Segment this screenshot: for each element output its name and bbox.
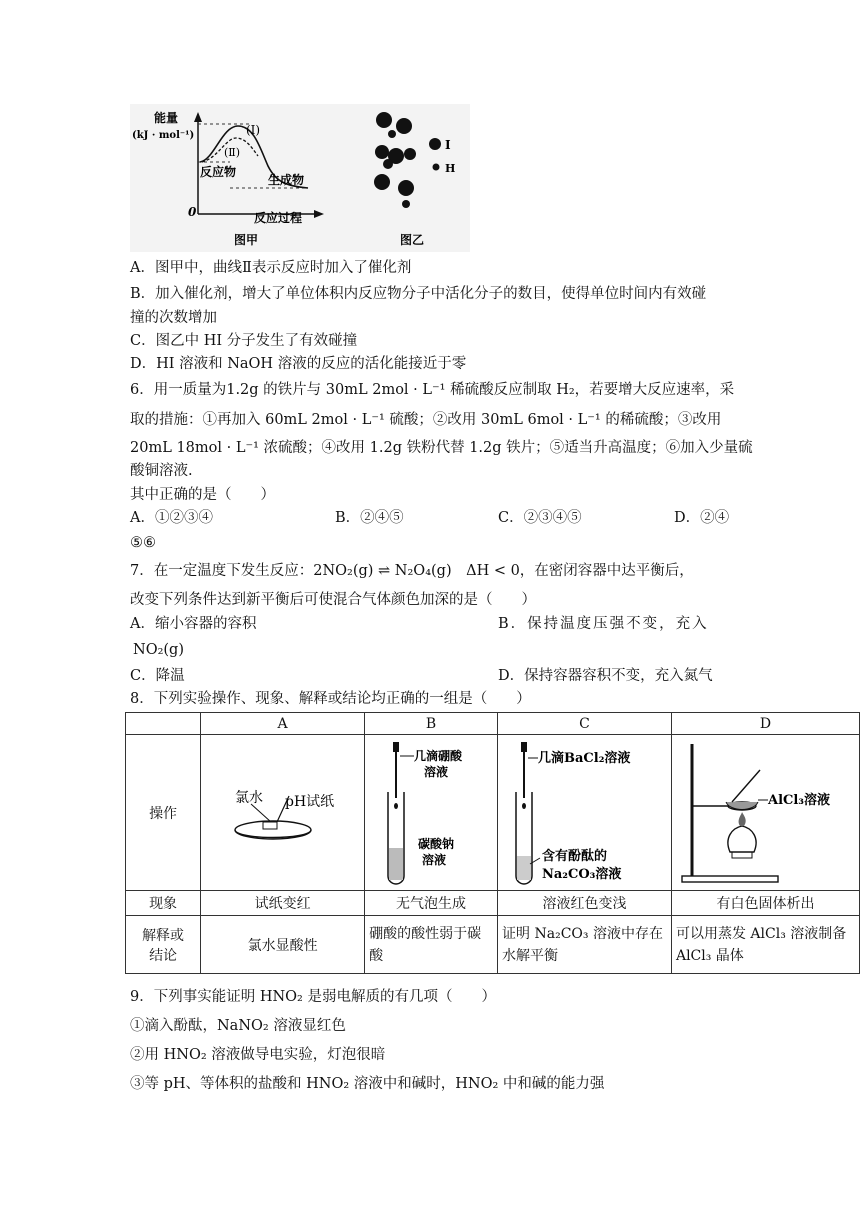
row-label-phenomenon: 现象	[126, 891, 201, 916]
q7-option-b: B．保持温度压强不变，充入	[498, 616, 709, 632]
reactant-label: 反应物	[200, 165, 237, 179]
q9-item-2: ②用 HNO₂ 溶液做导电实验，灯泡很暗	[130, 1047, 386, 1063]
curve-2-label: (Ⅱ)	[224, 146, 241, 159]
cell-b-operation	[365, 735, 498, 891]
label-ph-paper: pH试纸	[284, 793, 334, 810]
label-boric-2: 溶液	[424, 764, 449, 779]
q8-stem: 8．下列实验操作、现象、解释或结论均正确的一组是（ ）	[130, 691, 531, 707]
q5-option-a: A．图甲中，曲线Ⅱ表示反应时加入了催化剂	[130, 260, 412, 276]
q9-stem: 9．下列事实能证明 HNO₂ 是弱电解质的有几项（ ）	[130, 989, 496, 1005]
q6-line2: 取的措施：①再加入 60mL 2mol · L⁻¹ 硫酸；②改用 30mL 6mol · L⁻¹ 的稀硫酸；③改用	[130, 412, 722, 428]
product-label: 生成物	[268, 173, 305, 187]
cell-d-operation	[671, 735, 859, 891]
q6-line5: 其中正确的是（ ）	[130, 487, 275, 503]
conclusion-a: 氯水显酸性	[201, 916, 365, 974]
phenomenon-d: 有白色固体析出	[671, 891, 859, 916]
q6-line4: 酸铜溶液.	[130, 463, 193, 479]
q6-line3: 20mL 18mol · L⁻¹ 浓硫酸；④改用 1.2g 铁粉代替 1.2g 铁片；⑤适当升高温度；⑥加入少量硫	[130, 440, 753, 456]
label-alcl3: AlCl₃溶液	[768, 792, 831, 808]
experiment-table	[125, 712, 860, 974]
conclusion-c: 证明 Na₂CO₃ 溶液中存在水解平衡	[498, 916, 672, 974]
phenomenon-b: 无气泡生成	[365, 891, 498, 916]
energy-label: 能量	[154, 111, 179, 125]
q7-line2: 改变下列条件达到新平衡后可使混合气体颜色加深的是（ ）	[130, 592, 536, 608]
conclusion-b: 硼酸的酸性弱于碳酸	[365, 916, 498, 974]
q6-option-d-cont: ⑤⑥	[130, 535, 156, 551]
caption-a: 图甲	[234, 233, 259, 247]
q6-option-b: B．②④⑤	[335, 510, 404, 526]
q7-line1: 7．在一定温度下发生反应：2NO₂(g) ⇌ N₂O₄(g) ΔH < 0，在密闭容器中达平衡后，	[130, 563, 694, 579]
q7-option-b-cont: NO₂(g)	[133, 642, 184, 658]
unit-label: (kJ · mol⁻¹)	[132, 130, 195, 141]
label-carbonate-2: 溶液	[422, 852, 447, 867]
table-row-conclusion	[126, 916, 860, 974]
q6-option-c: C．②③④⑤	[498, 510, 582, 526]
figure-svg	[130, 104, 470, 252]
boric-acid-diagram	[366, 736, 496, 886]
header-blank	[126, 713, 201, 735]
cell-c-operation	[498, 735, 672, 891]
header-b: B	[365, 713, 498, 735]
label-carbonate-1: 碳酸钠	[418, 836, 455, 851]
legend-i: I	[445, 138, 451, 152]
molecule-diagram	[374, 112, 441, 208]
label-phenolphthalein: 含有酚酞的	[541, 848, 607, 864]
header-d: D	[671, 713, 859, 735]
label-bacl2: 几滴BaCl₂溶液	[537, 750, 630, 766]
q5-option-d: D．HI 溶液和 NaOH 溶液的反应的活化能接近于零	[130, 356, 467, 372]
label-boric-1: 几滴硼酸	[414, 748, 463, 763]
q6-option-d: D．②④	[674, 510, 730, 526]
q5-option-b-line1: B．加入催化剂，增大了单位体积内反应物分子中活化分子的数目，使得单位时间内有效碰	[130, 286, 707, 302]
table-row-operation	[126, 735, 860, 891]
header-c: C	[498, 713, 672, 735]
curve-1-label: (Ⅰ)	[246, 123, 261, 137]
table-header-row	[126, 713, 860, 735]
q7-option-a: A．缩小容器的容积	[130, 616, 257, 632]
q9-item-1: ①滴入酚酞，NaNO₂ 溶液显红色	[130, 1018, 346, 1034]
q6-option-a: A．①②③④	[130, 510, 213, 526]
energy-figure	[130, 104, 470, 252]
cell-a-operation	[201, 735, 365, 891]
q7-option-c: C．降温	[130, 668, 185, 684]
row-label-operation: 操作	[126, 735, 201, 891]
origin-label: 0	[188, 205, 197, 219]
ph-paper-diagram	[203, 736, 363, 886]
q5-option-c: C．图乙中 HI 分子发生了有效碰撞	[130, 333, 358, 349]
q5-option-b-line2: 撞的次数增加	[130, 310, 217, 326]
q9-item-3: ③等 pH、等体积的盐酸和 HNO₂ 溶液中和碱时，HNO₂ 中和碱的能力强	[130, 1076, 605, 1092]
label-chlorine-water: 氯水	[234, 789, 263, 806]
caption-b: 图乙	[400, 233, 425, 247]
y-arrow	[194, 112, 202, 122]
phenomenon-c: 溶液红色变浅	[498, 891, 672, 916]
phenomenon-a: 试纸变红	[201, 891, 365, 916]
x-axis-label: 反应过程	[254, 211, 303, 225]
conclusion-d: 可以用蒸发 AlCl₃ 溶液制备 AlCl₃ 晶体	[671, 916, 859, 974]
x-arrow	[314, 210, 324, 218]
row-label-conclusion	[126, 916, 201, 974]
bacl2-diagram	[500, 736, 670, 886]
table-row-phenomenon	[126, 891, 860, 916]
q6-line1: 6．用一质量为1.2g 的铁片与 30mL 2mol · L⁻¹ 稀硫酸反应制取 H₂，若要增大反应速率，采	[130, 382, 735, 398]
legend-h: H	[445, 162, 456, 175]
row-label-conclusion-2: 结论	[149, 947, 178, 964]
label-na2co3: Na₂CO₃溶液	[541, 866, 621, 882]
evaporation-diagram	[672, 736, 858, 886]
header-a: A	[201, 713, 365, 735]
q7-option-d: D．保持容器容积不变，充入氮气	[498, 668, 713, 684]
row-label-conclusion-1: 解释或	[142, 927, 185, 944]
